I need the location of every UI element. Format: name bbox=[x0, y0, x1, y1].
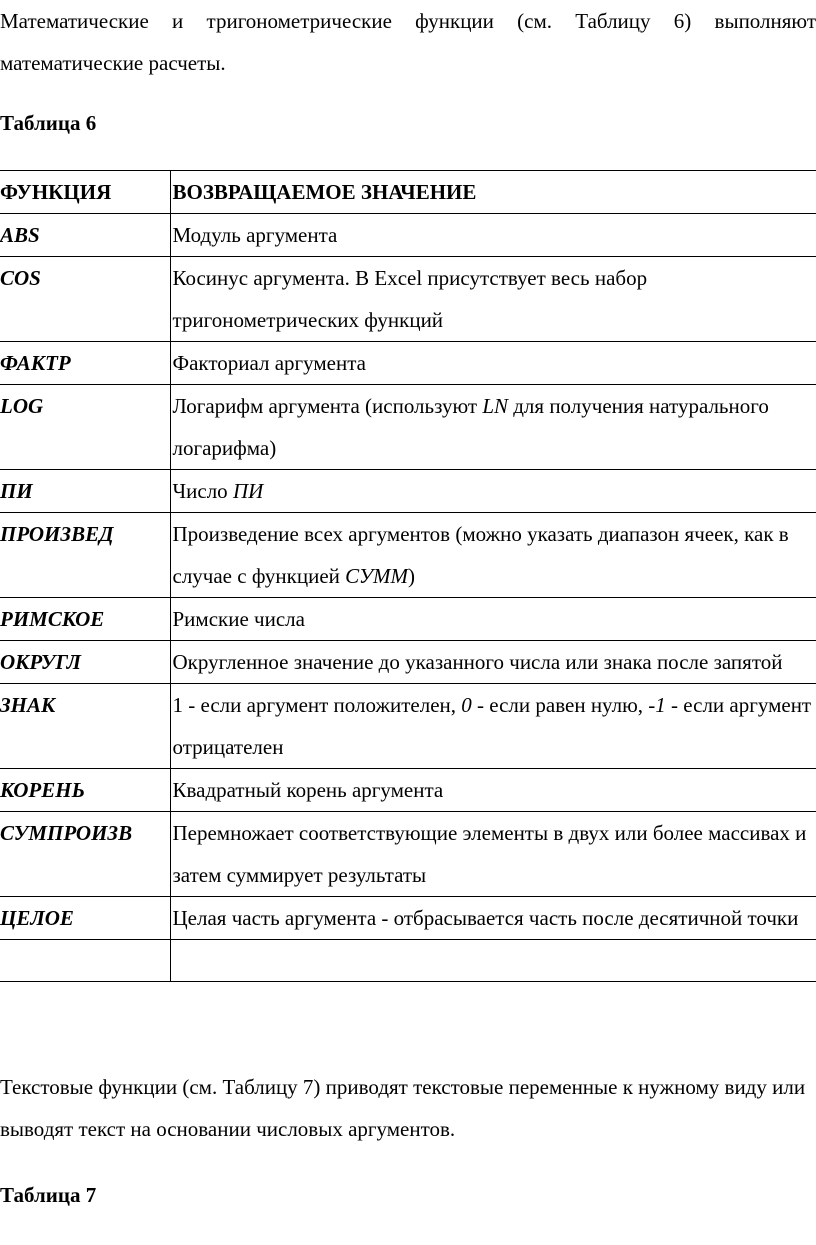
function-name: ПИ bbox=[0, 470, 170, 513]
header-return-value: ВОЗВРАЩАЕМОЕ ЗНАЧЕНИЕ bbox=[170, 171, 816, 214]
function-name: ЗНАК bbox=[0, 684, 170, 769]
table-row bbox=[0, 513, 816, 598]
functions-table bbox=[0, 170, 816, 982]
table-row-empty bbox=[0, 940, 816, 982]
function-name: ФАКТР bbox=[0, 342, 170, 385]
table-row bbox=[0, 342, 816, 385]
function-description: Факториал аргумента bbox=[170, 342, 816, 385]
function-name: РИМСКОЕ bbox=[0, 598, 170, 641]
table-row bbox=[0, 897, 816, 940]
table7-caption: Таблица 7 bbox=[0, 1183, 97, 1207]
header-function: ФУНКЦИЯ bbox=[0, 171, 170, 214]
function-description: Перемножает соответствующие элементы в двух или более массивах и затем суммирует результаты bbox=[170, 812, 816, 897]
function-description bbox=[170, 940, 816, 982]
function-name: LOG bbox=[0, 385, 170, 470]
table-row bbox=[0, 598, 816, 641]
function-description: Модуль аргумента bbox=[170, 214, 816, 257]
function-name: ОКРУГЛ bbox=[0, 641, 170, 684]
function-description: 1 - если аргумент положителен, 0 - если равен нулю, -1 - если аргумент отрицателен bbox=[170, 684, 816, 769]
function-name bbox=[0, 940, 170, 982]
function-description: Число ПИ bbox=[170, 470, 816, 513]
table-row bbox=[0, 214, 816, 257]
table-row bbox=[0, 385, 816, 470]
function-name: COS bbox=[0, 257, 170, 342]
function-description: Целая часть аргумента - отбрасывается часть после десятичной точки bbox=[170, 897, 816, 940]
table-row bbox=[0, 769, 816, 812]
function-name: СУМПРОИЗВ bbox=[0, 812, 170, 897]
intro-paragraph: Математические и тригонометрические функции (см. Таблицу 6) выполняют математические расчеты. bbox=[0, 9, 816, 75]
table6-caption: Таблица 6 bbox=[0, 111, 97, 135]
table-header-row bbox=[0, 171, 816, 214]
table-row bbox=[0, 641, 816, 684]
table-row bbox=[0, 257, 816, 342]
text-functions-paragraph: Текстовые функции (см. Таблицу 7) приводят текстовые переменные к нужному виду или выводят текст на основании числовых аргументов. bbox=[0, 1075, 806, 1141]
table-row bbox=[0, 684, 816, 769]
function-description: Квадратный корень аргумента bbox=[170, 769, 816, 812]
function-description: Косинус аргумента. В Excel присутствует весь набор тригонометрических функций bbox=[170, 257, 816, 342]
function-name: ПРОИЗВЕД bbox=[0, 513, 170, 598]
function-name: КОРЕНЬ bbox=[0, 769, 170, 812]
function-description: Логарифм аргумента (используют LN для получения натурального логарифма) bbox=[170, 385, 816, 470]
function-description: Округленное значение до указанного числа или знака после запятой bbox=[170, 641, 816, 684]
function-name: ABS bbox=[0, 214, 170, 257]
function-description: Произведение всех аргументов (можно указать диапазон ячеек, как в случае с функцией СУММ) bbox=[170, 513, 816, 598]
function-description: Римские числа bbox=[170, 598, 816, 641]
table-row bbox=[0, 470, 816, 513]
table-row bbox=[0, 812, 816, 897]
function-name: ЦЕЛОЕ bbox=[0, 897, 170, 940]
